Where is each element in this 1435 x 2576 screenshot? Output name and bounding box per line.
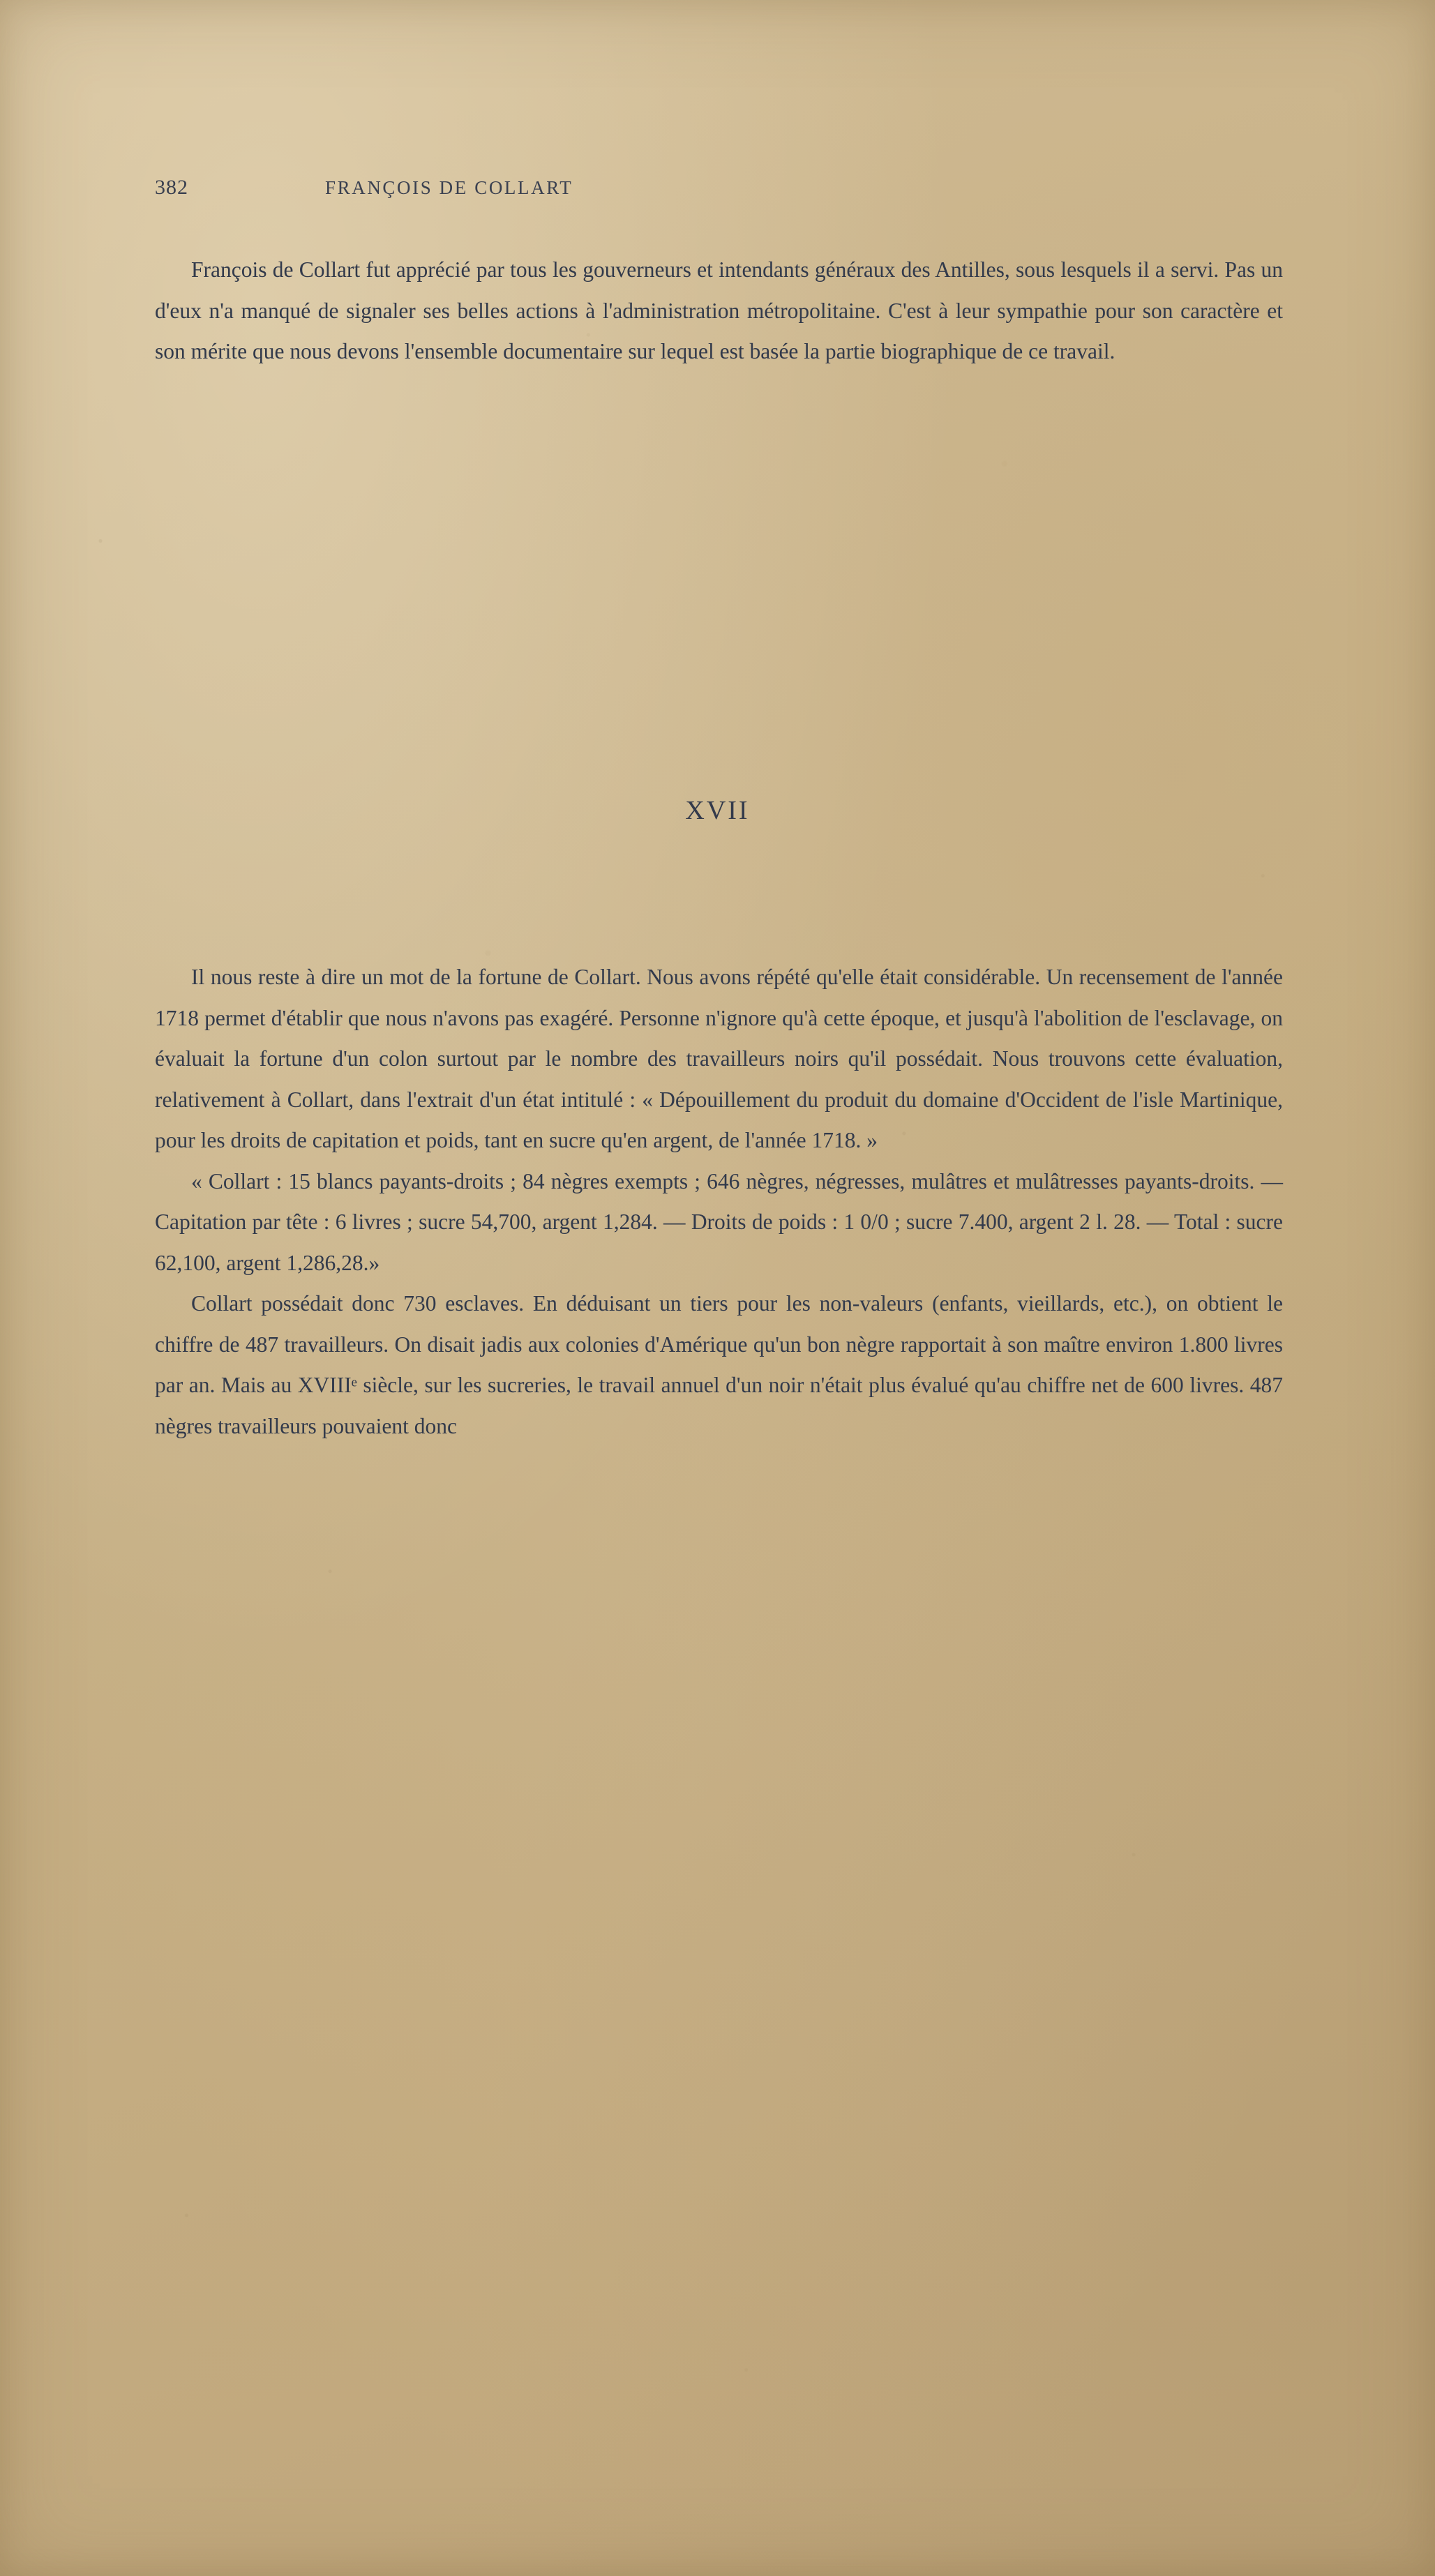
page-folio-number: 382	[155, 176, 188, 199]
section-number-heading: XVII	[685, 796, 750, 825]
running-head-title: FRANÇOIS DE COLLART	[325, 177, 573, 198]
intro-paragraph-block	[155, 250, 1283, 372]
body-text-block	[155, 957, 1283, 1447]
running-head	[155, 176, 1283, 199]
paragraph-body-1: Il nous reste à dire un mot de la fortune de Collart. Nous avons répété qu'elle était considérable. Un recensement de l'année 1718 permet d'établir que nous n'avons pas exagéré. Personne n'ignore qu'à cette époque, et jusqu'à l'abolition de l'esclavage, on évaluait la fortune d'un colon surtout par le nombre des travailleurs noirs qu'il possédait. Nous trouvons cette évaluation, relativement à Collart, dans l'extrait d'un état intitulé : « Dépouillement du produit du domaine d'Occident de l'isle Martinique, pour les droits de capitation et poids, tant en sucre qu'en argent, de l'année 1718. »	[155, 965, 1283, 1152]
paragraph-body-2: « Collart : 15 blancs payants-droits ; 84 nègres exempts ; 646 nègres, négresses, mulâtres et mulâtresses payants-droits. — Capitation par tête : 6 livres ; sucre 54,700, argent 1,284. — Droits de poids : 1 0/0 ; sucre 7.400, argent 2 l. 28. — Total : sucre 62,100, argent 1,286,28.»	[155, 1168, 1283, 1275]
paragraph-intro: François de Collart fut apprécié par tous les gouverneurs et intendants généraux des Antilles, sous lesquels il a servi. Pas un d'eux n'a manqué de signaler ses belles actions à l'administration métropolitaine. C'est à leur sympathie pour son caractère et son mérite que nous devons l'ensemble documentaire sur lequel est basée la partie biographique de ce travail.	[155, 257, 1283, 363]
paragraph-body-3: Collart possédait donc 730 esclaves. En déduisant un tiers pour les non-valeurs (enfants, vieillards, etc.), on obtient le chiffre de 487 travailleurs. On disait jadis aux colonies d'Amérique qu'un bon nègre rapportait à son maître environ 1.800 livres par an. Mais au XVIIIᵉ siècle, sur les sucreries, le travail annuel d'un noir n'était plus évalué qu'au chiffre net de 600 livres. 487 nègres travailleurs pouvaient donc	[155, 1291, 1283, 1438]
